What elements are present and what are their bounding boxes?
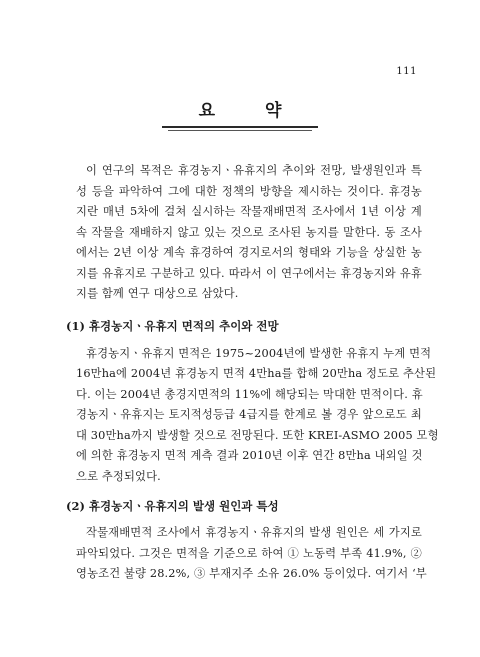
intro-line: 지란 매년 5차에 걸쳐 실시하는 작물재배면적 조사에서 1년 이상 계 — [76, 205, 422, 218]
intro-line: 지를 유휴지로 구분하고 있다. 따라서 이 연구에서는 휴경농지와 유휴 — [76, 267, 422, 280]
section1-line: 으로 추정되었다. — [76, 470, 161, 483]
intro-line: 성 등을 파악하여 그에 대한 정책의 방향을 제시하는 것이다. 휴경농 — [76, 185, 422, 198]
page-number: 111 — [396, 66, 417, 77]
section1-line: 대 30만ha까지 발생할 것으로 전망된다. 또한 KREI-ASMO 2005 모형 — [76, 429, 439, 442]
section2-line: 작물재배면적 조사에서 휴경농지ㆍ유휴지의 발생 원인은 세 가지로 — [86, 526, 422, 539]
section1-line: 다. 이는 2004년 총경지면적의 11%에 해당되는 막대한 면적이다. 휴 — [76, 388, 423, 401]
title-underline — [162, 126, 318, 128]
section1-line: 에 의한 휴경농지 면적 계측 결과 2010년 이후 연간 8만ha 내외일 것 — [76, 449, 423, 462]
section1-line: 경농지ㆍ유휴지는 토지적성등급 4급지를 한계로 볼 경우 앞으로도 최 — [76, 408, 422, 421]
page-title: 요 약 — [198, 101, 304, 121]
title-underline-thin — [168, 130, 312, 131]
section2-line: 파악되었다. 그것은 면적을 기준으로 하여 ① 노동력 부족 41.9%, ② — [76, 547, 422, 560]
section1-line: 16만ha에 2004년 휴경농지 면적 4만ha를 합해 20만ha 정도로 추산된 — [76, 367, 437, 380]
intro-line: 속 작물을 재배하지 않고 있는 것으로 조사된 농지를 말한다. 동 조사 — [76, 226, 422, 239]
section-heading-2: (2) 휴경농지ㆍ유휴지의 발생 원인과 특성 — [66, 499, 279, 513]
intro-line: 지를 함께 연구 대상으로 삼았다. — [76, 287, 239, 300]
section2-line: 영농조건 불량 28.2%, ③ 부재지주 소유 26.0% 등이었다. 여기서 ‘부 — [76, 567, 427, 580]
section1-line: 휴경농지ㆍ유휴지 면적은 1975~2004년에 발생한 유휴지 누계 면적 — [86, 347, 432, 360]
intro-line: 이 연구의 목적은 휴경농지ㆍ유휴지의 추이와 전망, 발생원인과 특 — [86, 164, 422, 177]
section-heading-1: (1) 휴경농지ㆍ유휴지 면적의 추이와 전망 — [66, 319, 279, 333]
intro-line: 에서는 2년 이상 계속 휴경하여 경지로서의 형태와 기능을 상실한 농 — [76, 246, 422, 259]
